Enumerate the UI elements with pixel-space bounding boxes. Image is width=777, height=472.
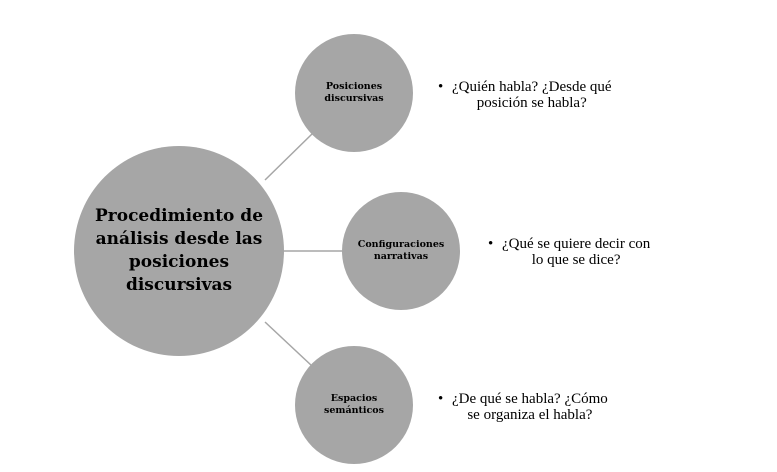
bullet-icon: • (488, 236, 494, 252)
central-node-label: Procedimiento de análisis desde las posiciones discursivas (94, 206, 264, 295)
connector-bottom (265, 322, 312, 366)
question-text: ¿De qué se habla? ¿Cómo se organiza el habla? (452, 391, 608, 423)
connector-top (265, 134, 312, 180)
question-configuraciones (488, 236, 650, 268)
node-label: Espacios semánticos (324, 393, 384, 416)
question-text: ¿Qué se quiere decir con lo que se dice? (502, 236, 651, 268)
bullet-icon: • (438, 391, 444, 407)
node-posiciones-discursivas (295, 34, 413, 152)
node-label: Configuraciones narrativas (357, 239, 445, 262)
node-configuraciones-narrativas (342, 192, 460, 310)
node-espacios-semanticos (295, 346, 413, 464)
bullet-icon: • (438, 79, 444, 95)
question-espacios (438, 391, 608, 423)
question-posiciones (438, 79, 612, 111)
node-label: Posiciones discursivas (324, 81, 384, 104)
question-text: ¿Quién habla? ¿Desde qué posición se habla? (452, 79, 612, 111)
central-node (74, 146, 284, 356)
